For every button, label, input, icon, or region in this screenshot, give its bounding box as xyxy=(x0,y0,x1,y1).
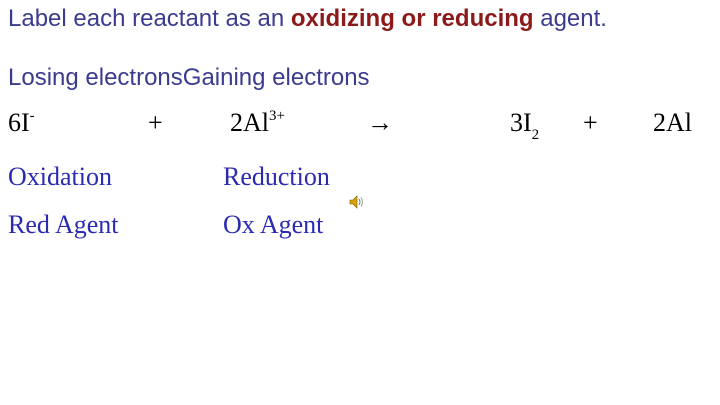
product-iodine-subscript: 2 xyxy=(531,127,540,143)
losing-electrons-label: Losing electrons xyxy=(8,64,183,91)
product-iodine xyxy=(510,108,540,143)
reactant-iodide xyxy=(8,108,35,138)
plus-sign-products: + xyxy=(583,108,598,137)
title-prefix: Label each reactant as an xyxy=(8,5,291,32)
reactant-aluminum-charge: 3+ xyxy=(269,108,285,124)
slide-title xyxy=(8,5,607,33)
product-aluminum: 2Al xyxy=(653,108,692,137)
title-suffix: agent. xyxy=(533,5,607,32)
reactant-iodide-formula: 6I xyxy=(8,108,30,137)
title-oxidizing: oxidizing xyxy=(290,5,395,32)
title-or: or xyxy=(394,5,433,32)
plus-sign-reactants: + xyxy=(148,108,163,137)
oxidation-label: Oxidation xyxy=(8,162,112,191)
reduction-label: Reduction xyxy=(223,162,330,191)
title-reducing: reducing xyxy=(432,5,534,32)
reactant-aluminum-ion xyxy=(230,108,285,138)
reaction-arrow: → xyxy=(367,108,393,137)
ox-agent-label: Ox Agent xyxy=(223,210,324,239)
product-iodine-formula: 3I xyxy=(510,108,532,137)
gaining-electrons-label: Gaining electrons xyxy=(182,64,370,91)
reactant-iodide-charge: - xyxy=(29,108,35,124)
reactant-aluminum-formula: 2Al xyxy=(230,108,269,137)
electrons-line xyxy=(8,64,370,92)
speaker-icon[interactable] xyxy=(349,194,365,210)
red-agent-label: Red Agent xyxy=(8,210,119,239)
